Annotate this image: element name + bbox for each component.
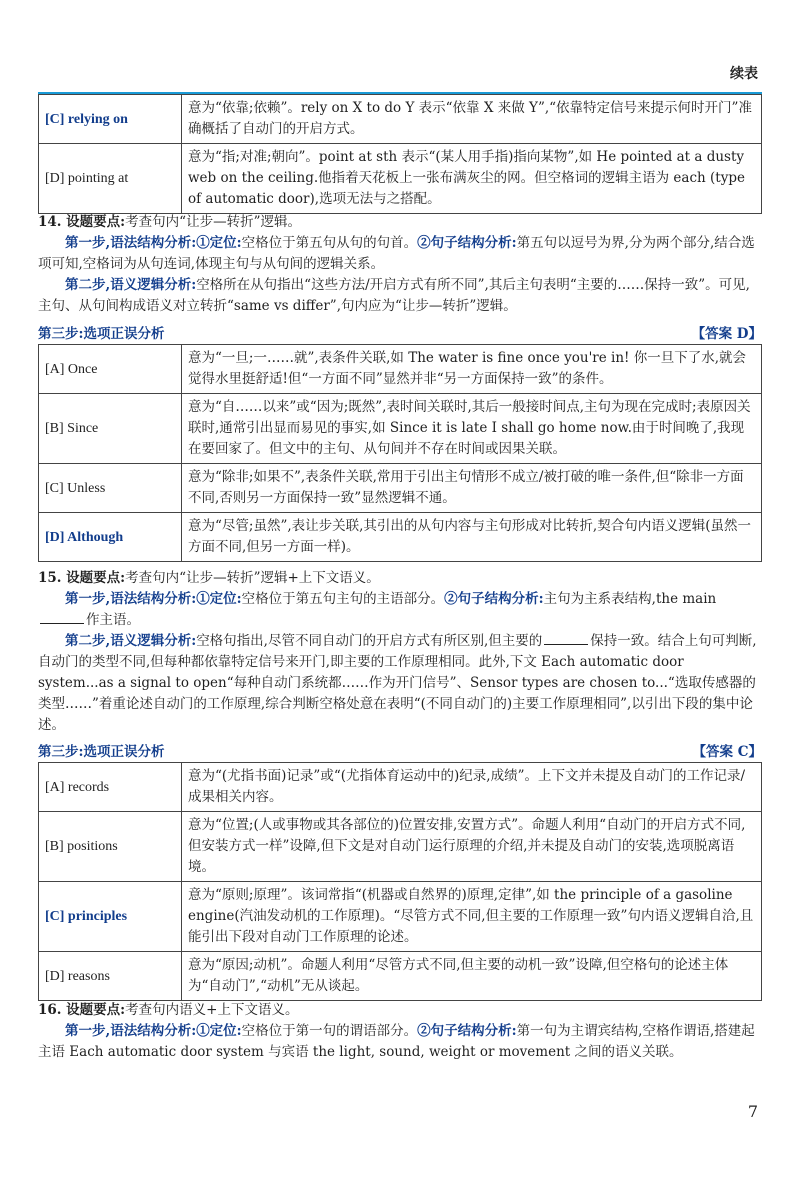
option-label: [A] records — [39, 763, 182, 812]
continued-label: 续表 — [730, 66, 758, 82]
q14-step3-header — [38, 322, 762, 344]
q16-step1-structure-text: 第一句为主谓宾结构,空格作谓语,搭建起主语 Each automatic door system 与宾语 the light, sound, weight or movement 之间的语义关联。 — [38, 1023, 755, 1060]
q15-title-rest: 考查句内“让步—转折”逻辑+上下文语义。 — [125, 570, 380, 586]
q15-title: 15. 设题要点: — [38, 570, 126, 586]
q16-title-rest: 考查句内语义+上下文语义。 — [125, 1002, 299, 1018]
q14-step1-structure-text: 第五句以逗号为界,分为两个部分,结合选项可知,空格词为从句连词,体现主句与从句间的逻辑关系。 — [38, 235, 755, 272]
option-explanation: 意为“(尤指书面)记录”或“(尤指体育运动中的)纪录,成绩”。上下文并未提及自动门的工作记录/成果相关内容。 — [182, 763, 762, 812]
q15-step1-label: 第一步,语法结构分析: — [65, 591, 197, 607]
q14-step3-label: 第三步:选项正误分析 — [38, 326, 165, 342]
q15-step1-structure: ②句子结构分析: — [444, 591, 544, 607]
q14-step1-structure: ②句子结构分析: — [417, 235, 517, 251]
q13-options-table — [38, 94, 762, 214]
table-row — [39, 95, 762, 144]
option-label: [D] pointing at — [39, 144, 182, 214]
q14-analysis — [38, 212, 762, 317]
q15-step1-structure-text: 主句为主系表结构,the main — [543, 591, 717, 607]
option-explanation: 意为“尽管;虽然”,表让步关联,其引出的从句内容与主句形成对比转折,契合句内语义逻辑(虽然一方面不同,但另一方面一样)。 — [182, 513, 762, 562]
page — [38, 0, 762, 1180]
q14-answer: 【答案 D】 — [691, 326, 762, 342]
q15-step1-structure-text-end: 作主语。 — [86, 612, 140, 628]
q14-title: 14. 设题要点: — [38, 214, 126, 230]
option-label: [B] positions — [39, 812, 182, 882]
q15-step1-locate-text: 空格位于第五句主句的主语部分。 — [241, 591, 445, 607]
option-label: [A] Once — [39, 345, 182, 394]
option-label: [D] reasons — [39, 952, 182, 1001]
table-row — [39, 345, 762, 394]
table-row — [39, 882, 762, 952]
option-explanation: 意为“自……以来”或“因为;既然”,表时间关联时,其后一般接时间点,主句为现在完成时;表原因关联时,通常引出显而易见的事实,如 Since it is late I shall go home now.由于时间晚了,我现在要回家了。但文中的主句、从句间并不存在时间或因果关联。 — [182, 394, 762, 464]
q16-step1-locate: ①定位: — [196, 1023, 242, 1039]
q16-analysis — [38, 1000, 762, 1063]
q15-step3-header — [38, 740, 762, 762]
q16-step1-locate-text: 空格位于第一句的谓语部分。 — [241, 1023, 418, 1039]
q15-step2-label: 第二步,语义逻辑分析: — [65, 633, 197, 649]
option-explanation: 意为“依靠;依赖”。rely on X to do Y 表示“依靠 X 来做 Y”,“依靠特定信号来提示何时开门”准确概括了自动门的开启方式。 — [182, 95, 762, 144]
q15-answer: 【答案 C】 — [692, 744, 762, 760]
table-row — [39, 394, 762, 464]
q15-step2-text: 空格句指出,尽管不同自动门的开启方式有所区别,但主要的 — [196, 633, 543, 649]
q14-step1-locate-text: 空格位于第五句从句的句首。 — [241, 235, 418, 251]
option-explanation: 意为“原因;动机”。命题人利用“尽管方式不同,但主要的动机一致”设障,但空格句的论述主体为“自动门”,“动机”无从谈起。 — [182, 952, 762, 1001]
table-row — [39, 144, 762, 214]
q14-step2-label: 第二步,语义逻辑分析: — [65, 277, 197, 293]
table-row — [39, 763, 762, 812]
blank-line — [544, 632, 588, 645]
option-label: [C] principles — [39, 882, 182, 952]
q14-step2-text: 空格所在从句指出“这些方法/开启方式有所不同”,其后主句表明“主要的……保持一致”。可见,主句、从句间构成语义对立转折“same vs differ”,句内应为“让步—转折”逻辑。 — [38, 277, 750, 314]
q15-step3-label: 第三步:选项正误分析 — [38, 744, 165, 760]
q15-analysis — [38, 568, 762, 736]
option-explanation: 意为“位置;(人或事物或其各部位的)位置安排,安置方式”。命题人利用“自动门的开启方式不同,但安装方式一样”设障,但下文是对自动门运行原理的介绍,并未提及自动门的安装,选项脱离语境。 — [182, 812, 762, 882]
q16-title: 16. 设题要点: — [38, 1002, 126, 1018]
q16-step1-label: 第一步,语法结构分析: — [65, 1023, 197, 1039]
q15-step2-text-end: 保持一致。结合上句可判断,自动门的类型不同,但每种都依靠特定信号来开门,即主要的工作原理相同。此外,下文 Each automatic door system...as a signal to open“每种自动门系统都……作为开门信号”、Sensor types are chosen to...“选取传感器的类型……”着重论述自动门的工作原理,综合判断空格处意在表明“(不同自动门的)主要工作原理相同”,以引出下段的集中论述。 — [38, 633, 757, 733]
q14-options-table — [38, 344, 762, 562]
option-explanation: 意为“一旦;一……就”,表条件关联,如 The water is fine once you're in! 你一旦下了水,就会觉得水里挺舒适!但“一方面不同”显然并非“另一方面保持一致”的条件。 — [182, 345, 762, 394]
page-number: 7 — [747, 1102, 758, 1121]
blank-line — [40, 611, 84, 624]
q16-step1-structure: ②句子结构分析: — [417, 1023, 517, 1039]
option-explanation: 意为“除非;如果不”,表条件关联,常用于引出主句情形不成立/被打破的唯一条件,但“除非一方面不同,否则另一方面保持一致”显然逻辑不通。 — [182, 464, 762, 513]
option-label: [D] Although — [39, 513, 182, 562]
option-label: [B] Since — [39, 394, 182, 464]
table-row — [39, 952, 762, 1001]
option-label: [C] relying on — [39, 95, 182, 144]
q14-step1-locate: ①定位: — [196, 235, 242, 251]
option-label: [C] Unless — [39, 464, 182, 513]
q14-step1-label: 第一步,语法结构分析: — [65, 235, 197, 251]
option-explanation: 意为“指;对准;朝向”。point at sth 表示“(某人用手指)指向某物”,如 He pointed at a dusty web on the ceiling.他指着天花板上一张布满灰尘的网。但空格词的逻辑主语为 each (type of automatic door),选项无法与之搭配。 — [182, 144, 762, 214]
table-row — [39, 513, 762, 562]
q15-options-table — [38, 762, 762, 1001]
option-explanation: 意为“原则;原理”。该词常指“(机器或自然界的)原理,定律”,如 the principle of a gasoline engine(汽油发动机的工作原理)。“尽管方式不同,但主要的工作原理一致”句内语义逻辑自洽,且能引出下段对自动门工作原理的论述。 — [182, 882, 762, 952]
q15-step1-locate: ①定位: — [196, 591, 242, 607]
table-row — [39, 812, 762, 882]
q14-title-rest: 考查句内“让步—转折”逻辑。 — [125, 214, 301, 230]
table-row — [39, 464, 762, 513]
